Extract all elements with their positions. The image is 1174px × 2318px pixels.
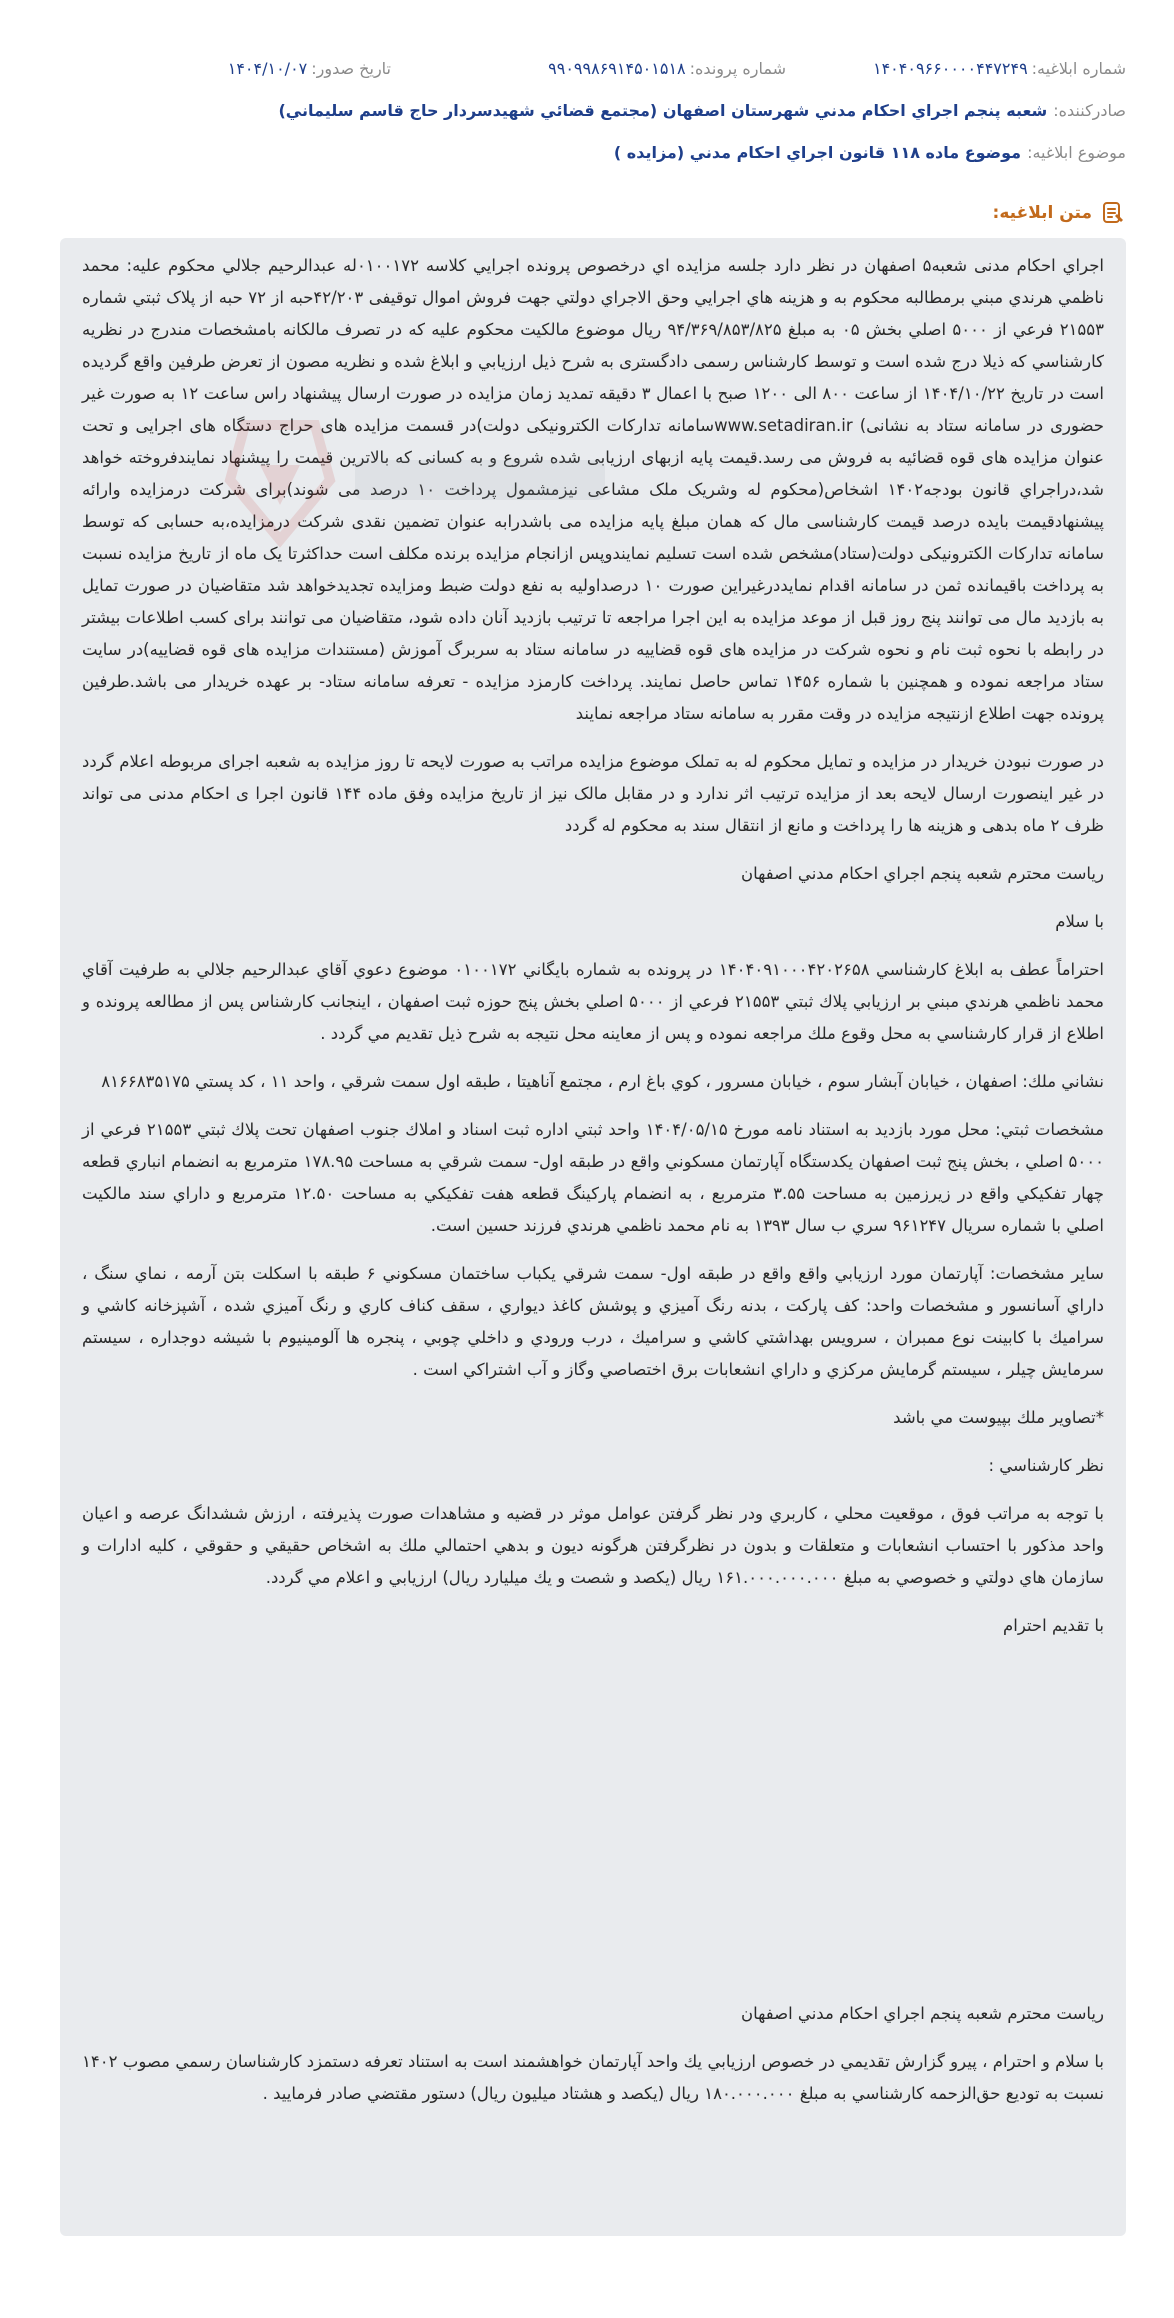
body-paragraph-addressee: رياست محترم شعبه پنجم اجراي احكام مدني اصفهان bbox=[741, 864, 1104, 883]
body-paragraph-addressee-2: رياست محترم شعبه پنجم اجراي احكام مدني اصفهان bbox=[741, 2004, 1104, 2023]
body-paragraph-specs: ساير مشخصات: آپارتمان مورد ارزيابي واقع واقع در طبقه اول- سمت شرقي يكباب ساختمان مسكوني ۶ طبقه با اسكلت بتن آرمه ، نماي سنگ ، داراي آسانسور و مشخصات واحد: كف پاركت ، بدنه رنگ آميزي و پوشش كاغذ ديواري ، سقف كناف كاري و رنگ آميزي شده ، آشپزخانه كاشي و سراميك با كابينت نوع ممبران ، سرويس بهداشتي كاشي و سراميك ، درب ورودي و داخلي چوبي ، پنجره ها آلومينيوم با شيشه دوجداره ، سيستم سرمايش چيلر ، سيستم گرمايش مركزي و داراي انشعابات برق اختصاصي وگاز و آب اشتراكي است . bbox=[82, 1264, 1104, 1379]
body-paragraph-images-note: *تصاوير ملك بپيوست مي باشد bbox=[893, 1408, 1104, 1427]
notice-number-cell bbox=[786, 59, 1126, 78]
section-title: متن ابلاغیه: bbox=[992, 203, 1092, 223]
issuer-row bbox=[48, 96, 1126, 124]
body-paragraph-registry: مشخصات ثبتي: محل مورد بازديد به استناد نامه مورخ ۱۴۰۴/۰۵/۱۵ واحد ثبتي اداره ثبت اسناد و املاك جنوب اصفهان تحت پلاك ثبتي ۲۱۵۵۳ فرعي از ۵۰۰۰ اصلي ، بخش پنج ثبت اصفهان يكدستگاه آپارتمان مسكوني واقع در طبقه اول- سمت شرقي به مساحت ۱۷۸.۹۵ مترمربع به انضمام انباري قطعه چهار تفكيكي واقع در زيرزمين به مساحت ۳.۵۵ مترمربع ، به انضمام پاركينگ قطعه هفت تفكيكي به مساحت ۱۲.۵۰ مترمربع و داراي سند مالكيت اصلي با شماره سريال ۹۶۱۲۴۷ سري ب سال ۱۳۹۳ به نام محمد ناظمي هرندي فرزند حسين است. bbox=[82, 1120, 1105, 1235]
body-paragraph-address: نشاني ملك: اصفهان ، خيابان آبشار سوم ، خيابان مسرور ، كوي باغ ارم ، مجتمع آناهيتا ، طبقه اول سمت شرقي ، واحد ۱۱ ، كد پستي ۸۱۶۶۸۳۵۱۷۵ bbox=[101, 1072, 1104, 1091]
body-paragraph-auction: اجراي احكام مدنی شعبه۵ اصفهان در نظر دارد جلسه مزايده اي درخصوص پرونده اجرايي كلاسه ۰۱۰۰۱۷۲له عبدالرحيم جلالي محكوم عليه: محمد ناظمي هرندي مبني برمطالبه محكوم به و هزينه هاي اجرايي وحق الاجراي دولتي جهت فروش اموال توقيفی ۴۲/۲۰۳حبه از ۷۲ حبه از پلاک ثبتي شماره ۲۱۵۵۳ فرعي از ۵۰۰۰ اصلي بخش ۰۵ به مبلغ ۹۴/۳۶۹/۸۵۳/۸۲۵ ريال موضوع مالكيت محكوم عليه كه در تصرف مالكانه بامشخصات مندرج در نظريه كارشناسي كه ذيلا درج شده است و توسط كارشناس رسمی دادگستری به شرح ذيل ارزيابي و ابلاغ شده و نظريه مصون از تعرض طرفين واقع گرديده است در تاريخ ۱۴۰۴/۱۰/۲۲ از ساعت ۸۰۰ الی ۱۲۰۰ صبح با اعمال ۳ دقيقه تمديد زمان مزايده در صورت ارسال پيشنهاد راس ساعت ۱۲ به صورت غير حضوری در سامانه ستاد به نشانی) www.setadiran.irسامانه تداركات الكترونيكی دولت)در قسمت مزايده های حراج دستگاه های اجرايی و تحت عنوان مزايده های قوه قضائيه به فروش می رسد.قيمت پايه ازبهای ارزيابی شده شروع و به كسانی كه بالاترين قيمت را پيشنهاد نمايندفروخته خواهد شد،دراجراي قانون بودجه۱۴۰۲ اشخاص(محكوم له وشريک ملک مشاعی نيزمشمول پرداخت ۱۰ درصد می شوند)برای شركت درمزايده وارائه پيشنهادقيمت بايده درصد قيمت كارشناسی مال كه همان مبلغ پايه مزايده می باشدرابه عنوان تضمين نقدی شركت درمزايده،به حسابی كه توسط سامانه تداركات الكترونيكی دولت(ستاد)مشخص شده است تسليم نمايندوپس ازانجام مزايده برنده مكلف است حداكثرتا يک ماه از تاريخ مزايده نسبت به پرداخت باقيمانده ثمن در سامانه اقدام نمايددرغيراين صورت ۱۰ درصداوليه به نفع دولت ضبط ومزايده تجديدخواهد شد متقاضيان در صورت تمايل به بازديد مال می توانند پنج روز قبل از موعد مزايده به اين اجرا مراجعه تا ترتيب بازديد آنان داده شود، متقاضيان می توانند برای كسب اطلاعات بيشتر در رابطه با نحوه ثبت نام و نحوه شركت در مزايده های قوه قضاييه در سامانه ستاد به سربرگ آموزش (مستندات مزايده های قوه قضاييه)در سايت ستاد مراجعه نموده و همچنين با شماره ۱۴۵۶ تماس حاصل نمايند. پرداخت كارمزد مزايده - تعرفه سامانه ستاد- بر عهده خريدار می باشد.طرفين پرونده جهت اطلاع ازنتيجه مزايده در وقت مقرر به سامانه ستاد مراجعه نمايند bbox=[82, 256, 1105, 723]
body-paragraph-fee-request: با سلام و احترام ، پيرو گزارش تقديمي در خصوص ارزيابي يك واحد آپارتمان خواهشمند است به استناد تعرفه دستمزد كارشناسان رسمي مصوب ۱۴۰۲ نسبت به توديع حق‌الزحمه كارشناسي به مبلغ ۱۸۰.۰۰۰.۰۰۰ ريال (يكصد و هشتاد ميليون ريال) دستور مقتضي صادر فرماييد . bbox=[82, 2052, 1104, 2103]
case-number-cell bbox=[391, 59, 786, 78]
document-icon bbox=[1100, 200, 1126, 226]
issue-date-cell bbox=[228, 59, 391, 78]
notice-number: ۱۴۰۴۰۹۶۶۰۰۰۰۴۴۷۲۴۹ bbox=[872, 58, 1028, 78]
body-paragraph-greeting: با سلام bbox=[1055, 912, 1104, 931]
blank-space bbox=[82, 1658, 1104, 1998]
body-paragraph-creditor: در صورت نبودن خريدار در مزايده و تمايل محكوم له به تملک موضوع مزايده مراتب به صورت لايحه تا روز مزايده به شعبه اجرای مربوطه اعلام گردد در غير اينصورت ارسال لايحه بعد از مزايده ترتيب اثر ندارد و در مقابل مالک نيز از تاريخ مزايده وفق ماده ۱۴۴ قانون اجرا ی احكام مدنی می تواند ظرف ۲ ماه بدهی و هزينه ها را پرداخت و مانع از انتقال سند به محكوم له گردد bbox=[82, 752, 1104, 835]
header-row bbox=[48, 54, 1126, 82]
case-number-label: شماره پرونده: bbox=[689, 58, 786, 78]
notice-body-panel bbox=[60, 238, 1126, 2236]
body-paragraph-intro: احتراماً عطف به ابلاغ كارشناسي ۱۴۰۴۰۹۱۰۰۰۴۲۰۲۶۵۸ در پرونده به شماره بايگاني ۰۱۰۰۱۷۲ موضوع دعوي آقاي عبدالرحيم جلالي به طرفيت آقاي محمد ناظمي هرندي مبني بر ارزيابي پلاك ثبتي ۲۱۵۵۳ فرعي از ۵۰۰۰ اصلي بخش پنج حوزه ثبت اصفهان ، اينجانب كارشناس پس از مطالعه پرونده و اطلاع از قرار كارشناسي به محل وقوع ملك مراجعه نموده و پس از معاينه محل نتيجه به شرح ذيل تقديم مي گردد . bbox=[82, 960, 1104, 1043]
notice-text-heading bbox=[993, 198, 1126, 228]
subject-row bbox=[48, 138, 1126, 166]
issuer-label: صادرکننده: bbox=[1053, 100, 1126, 120]
subject-value: موضوع ماده ۱۱۸ قانون اجراي احكام مدني (مزايده ) bbox=[613, 142, 1022, 162]
body-paragraph-closing: با تقديم احترام bbox=[1003, 1616, 1104, 1635]
issue-date: ۱۴۰۴/۱۰/۰۷ bbox=[227, 58, 308, 78]
notice-body bbox=[60, 238, 1126, 2110]
issue-date-label: تاریخ صدور: bbox=[311, 58, 391, 78]
body-paragraph-valuation: با توجه به مراتب فوق ، موقعيت محلي ، كاربري ودر نظر گرفتن عوامل موثر در قضيه و مشاهدات صورت پذيرفته ، ارزش ششدانگ عرصه و اعيان واحد مذكور با احتساب انشعابات و متعلقات و بدون در نظرگرفتن هرگونه ديون و بدهي احتمالي ملك به اشخاص حقيقي و حقوقي ، كليه ادارات و سازمان هاي دولتي و خصوصي به مبلغ ۱۶۱.۰۰۰.۰۰۰.۰۰۰ ريال (يكصد و شصت و يك ميليارد ريال) ارزيابي و اعلام مي گردد. bbox=[82, 1504, 1104, 1587]
case-number: ۹۹۰۹۹۸۶۹۱۴۵۰۱۵۱۸ bbox=[548, 58, 686, 78]
issuer-value: شعبه پنجم اجراي احكام مدني شهرستان اصفهان (مجتمع قضائي شهيدسردار حاج قاسم سليماني) bbox=[278, 100, 1048, 120]
notice-number-label: شماره ابلاغیه: bbox=[1031, 58, 1126, 78]
body-paragraph-expert-heading: نظر كارشناسي : bbox=[988, 1456, 1104, 1475]
subject-label: موضوع ابلاغیه: bbox=[1027, 142, 1126, 162]
